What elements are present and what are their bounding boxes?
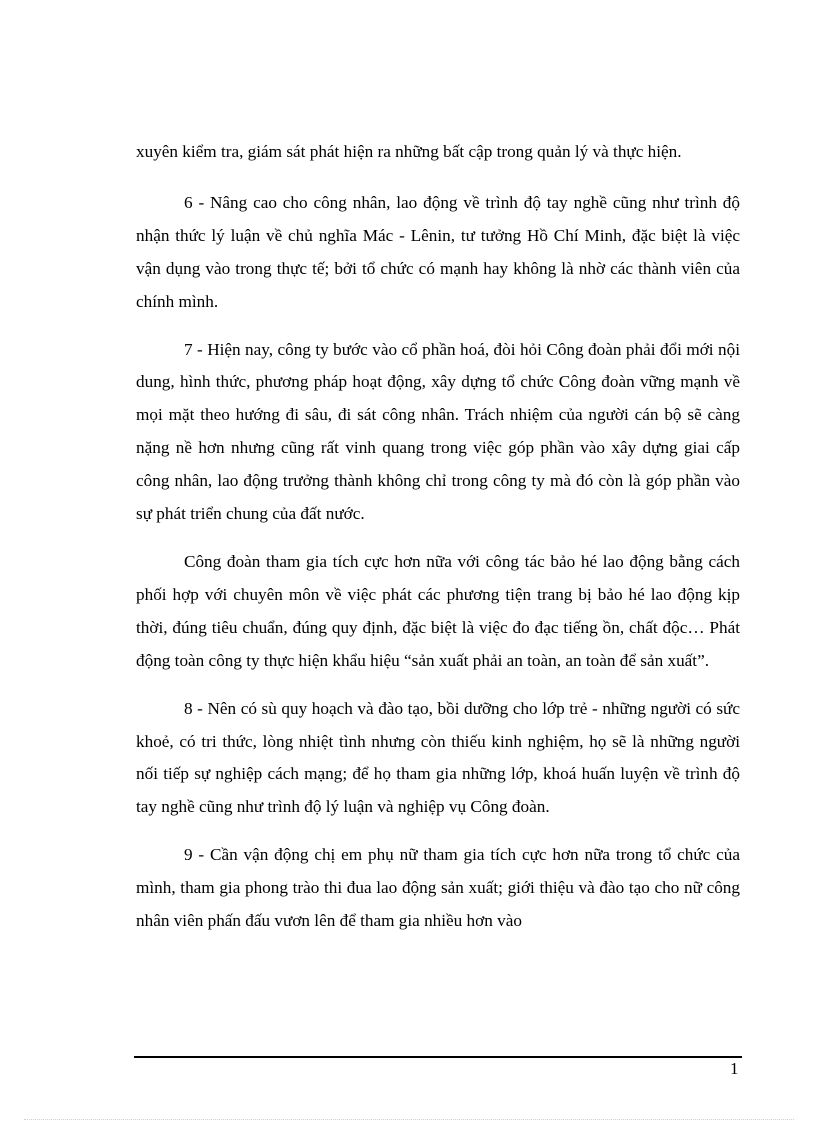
footer-divider [134,1056,742,1058]
paragraph-item-9: 9 - Cần vận động chị em phụ nữ tham gia tích cực hơn nữa trong tổ chức của mình, tham gia phong trào thi đua lao động sản xuất; giới thiệu và đào tạo cho nữ công nhân viên phấn đấu vươn lên để tham gia nhiều hơn vào [136,845,740,931]
paragraph-labor-protection: Công đoàn tham gia tích cực hơn nữa với công tác bảo hé lao động bằng cách phối hợp với chuyên môn về việc phát các phương tiện trang bị bảo hé lao động kịp thời, đúng tiêu chuẩn, đúng quy định, đặc biệt là việc đo đạc tiếng ồn, chất độc… Phát động toàn công ty thực hiện khẩu hiệu “sản xuất phải an toàn, an toàn để sản xuất”. [136,551,740,670]
document-body [136,136,740,953]
page-number: 1 [730,1059,739,1078]
page-bottom-edge [24,1119,794,1120]
paragraph-continuation: xuyên kiểm tra, giám sát phát hiện ra những bất cập trong quản lý và thực hiện. [136,142,682,161]
paragraph-item-8: 8 - Nên có sù quy hoạch và đào tạo, bồi dưỡng cho lớp trẻ - những người có sức khoẻ, có tri thức, lòng nhiệt tình nhưng còn thiếu kinh nghiệm, họ sẽ là những người nối tiếp sự nghiệp cách mạng; để họ tham gia những lớp, khoá huấn luyện về trình độ tay nghề cũng như trình độ lý luận và nghiệp vụ Công đoàn. [136,698,740,817]
paragraph-item-6: 6 - Nâng cao cho công nhân, lao động về trình độ tay nghề cũng như trình độ nhận thức lý luận về chủ nghĩa Mác - Lênin, tư tưởng Hồ Chí Minh, đặc biệt là việc vận dụng vào trong thực tế; bởi tổ chức có mạnh hay không là nhờ các thành viên của chính mình. [136,192,740,311]
paragraph-item-7: 7 - Hiện nay, công ty bước vào cổ phần hoá, đòi hỏi Công đoàn phải đổi mới nội dung, hình thức, phương pháp hoạt động, xây dựng tổ chức Công đoàn vững mạnh về mọi mặt theo hướng đi sâu, đi sát công nhân. Trách nhiệm của người cán bộ sẽ càng nặng nề hơn nhưng cũng rất vinh quang trong việc góp phần vào xây dựng giai cấp công nhân, lao động trưởng thành không chỉ trong công ty mà đó còn là góp phần vào sự phát triển chung của đất nước. [136,339,740,524]
